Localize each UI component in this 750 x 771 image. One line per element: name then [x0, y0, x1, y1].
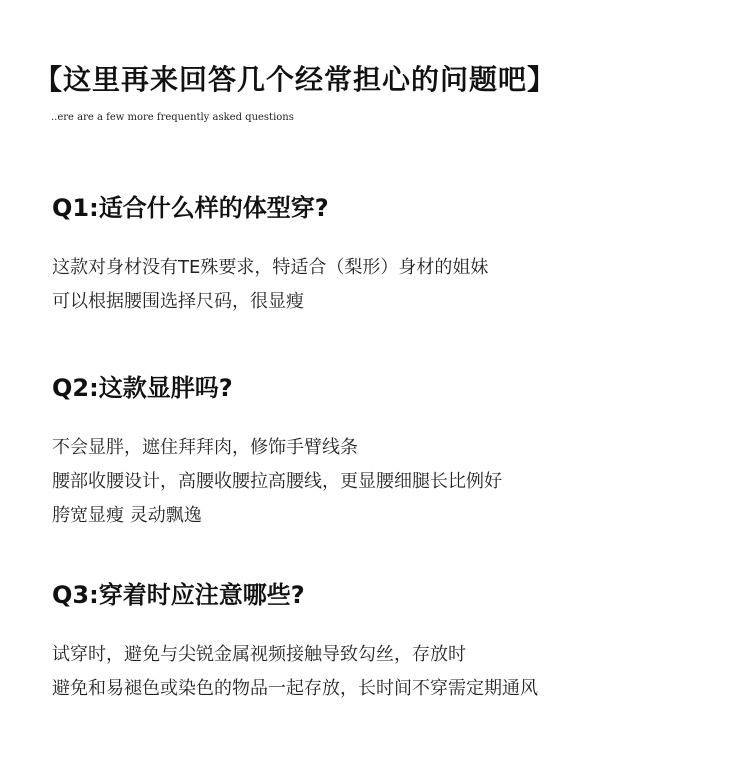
- faq-answer-line: 避免和易褪色或染色的物品一起存放，长时间不穿需定期通风: [52, 678, 538, 699]
- faq-question: Q3:穿着时应注意哪些?: [52, 581, 305, 609]
- faq-answer-line: 试穿时，避免与尖锐金属视频接触导致勾丝，存放时: [52, 644, 466, 665]
- faq-answer: [52, 251, 712, 319]
- page-title: 【这里再来回答几个经常担心的问题吧】: [34, 63, 557, 96]
- page-header: [34, 58, 724, 123]
- page-subtitle: ..ere are a few more frequently asked questions: [51, 112, 294, 123]
- faq-answer-line: 这款对身材没有TE殊要求，特适合（梨形）身材的姐妹: [52, 257, 489, 278]
- faq-question: Q2:这款显胖吗?: [52, 374, 233, 402]
- faq-question: Q1:适合什么样的体型穿?: [52, 194, 329, 222]
- faq-answer-line: 不会显胖，遮住拜拜肉，修饰手臂线条: [52, 437, 358, 458]
- faq-answer: [52, 638, 712, 706]
- faq-answer-line: 可以根据腰围选择尺码，很显瘦: [52, 291, 304, 312]
- faq-item-q3: [52, 578, 712, 706]
- faq-item-q2: [52, 371, 712, 533]
- faq-answer: [52, 431, 712, 533]
- faq-answer-line: 腰部收腰设计，高腰收腰拉高腰线，更显腰细腿长比例好: [52, 471, 502, 492]
- faq-answer-line: 胯宽显瘦 灵动飘逸: [52, 505, 202, 526]
- faq-item-q1: [52, 191, 712, 319]
